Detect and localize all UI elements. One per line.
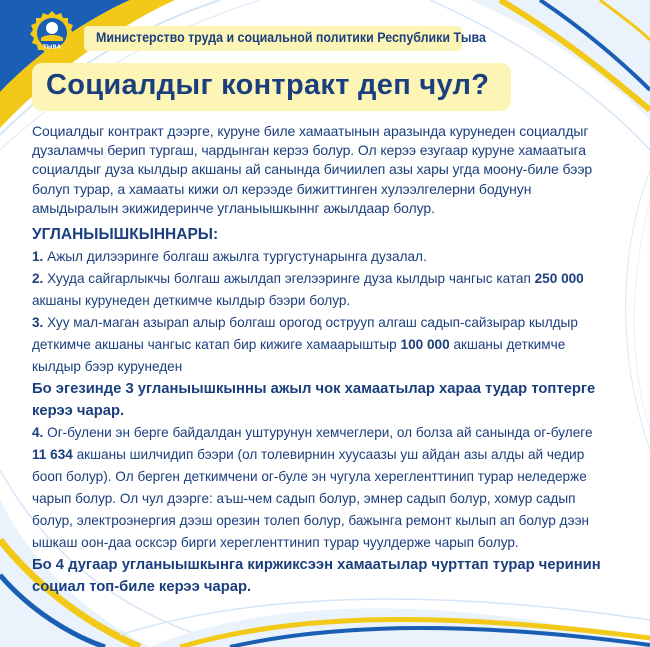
item-amount: 250 000: [534, 271, 584, 287]
item-text: акшаны деткимче кылдыр бээр курунеден: [32, 337, 566, 375]
page-title: Социалдыг контракт деп чул?: [46, 69, 490, 101]
item-text: Ажыл дилээринге болгаш ажылга тургустунарынга дузалал.: [47, 249, 427, 265]
item-amount: 100 000: [400, 337, 450, 353]
ministry-name: Министерство труда и социальной политики Республики Тыва: [96, 30, 486, 45]
section-title: УГЛАНЫЫШКЫННАРЫ:: [32, 226, 219, 244]
item-number: 2.: [32, 271, 44, 287]
item-number: 4.: [32, 425, 44, 441]
title-banner: [32, 63, 511, 111]
item-text: акшаны курунеден деткимче кылдыр бээри болур.: [32, 293, 351, 309]
item-text: акшаны шилчидип бээри (ол толевирнин хуусаазы уш айдан азы алды ай чедир бооп болур). Ол берген деткимчени ог-буле эн чугула херегленттинип турар неледерже чарып болур. Ол чул дээрге: аъш-чем садып болур, эмнер садып болур, хомур садып болур, электроэнергия дээш орезин толеп болур, бажынга ремонт кылып ап болур дээн ышкаш оон-даа осксэр бирги херегленттинип турар чуулдерже чарып болур.: [32, 447, 590, 551]
item-number: 1.: [32, 249, 44, 265]
item-number: 3.: [32, 315, 44, 331]
item-amount: 11 634: [32, 447, 73, 463]
item-text: Хуу мал-маган азырап алыр болгаш орогод острууп алгаш садып-сайзырар кылдыр деткимче акшаны чангыс катап бир кижиге хамаарыштыр: [32, 315, 578, 353]
intro-paragraph: Социалдыг контракт дээрге, куруне биле хамаатынын аразында курунеден социалдыг дузаламчы берип тургаш, чардынган керээ болур. Ол керээ езугаар куруне хамаатыга социалдыг дуза кылдыр акшаны ай санында бичиилеп азы хары угда моону-биле бээр болуп турар, а хамааты кижи ол керээде бижиттинген хулээлгелерни бодунун амыдыралын экижидеринче угланыышкыннг ажылдаар болур.: [32, 123, 593, 216]
emphasis-note: Бо 4 дугаар угланыышкынга киржиксээн хамаатылар чурттап турар черинин социал топ-биле керээ чарар.: [32, 557, 601, 596]
item-text: Ог-булени эн берге байдалдан уштурунун хемчеглери, ол болза ай санында ог-булеге: [47, 425, 593, 441]
ministry-banner: [84, 26, 486, 51]
emblem-icon: [29, 10, 75, 56]
item-text: Хууда сайгарлыкчы болгаш ажылдап эгелээринге дуза кылдыр чангыс катап: [47, 271, 531, 287]
list-item: [32, 312, 602, 378]
list-item: [32, 422, 602, 554]
list-item: [32, 246, 602, 268]
main-content: [32, 122, 602, 598]
list-item: [32, 268, 602, 312]
emphasis-note: Бо эгезинде 3 угланыышкынны ажыл чок хамаатылар хараа тудар топтерге керээ чарар.: [32, 381, 596, 420]
emblem-text: ТЫВА: [43, 44, 61, 51]
